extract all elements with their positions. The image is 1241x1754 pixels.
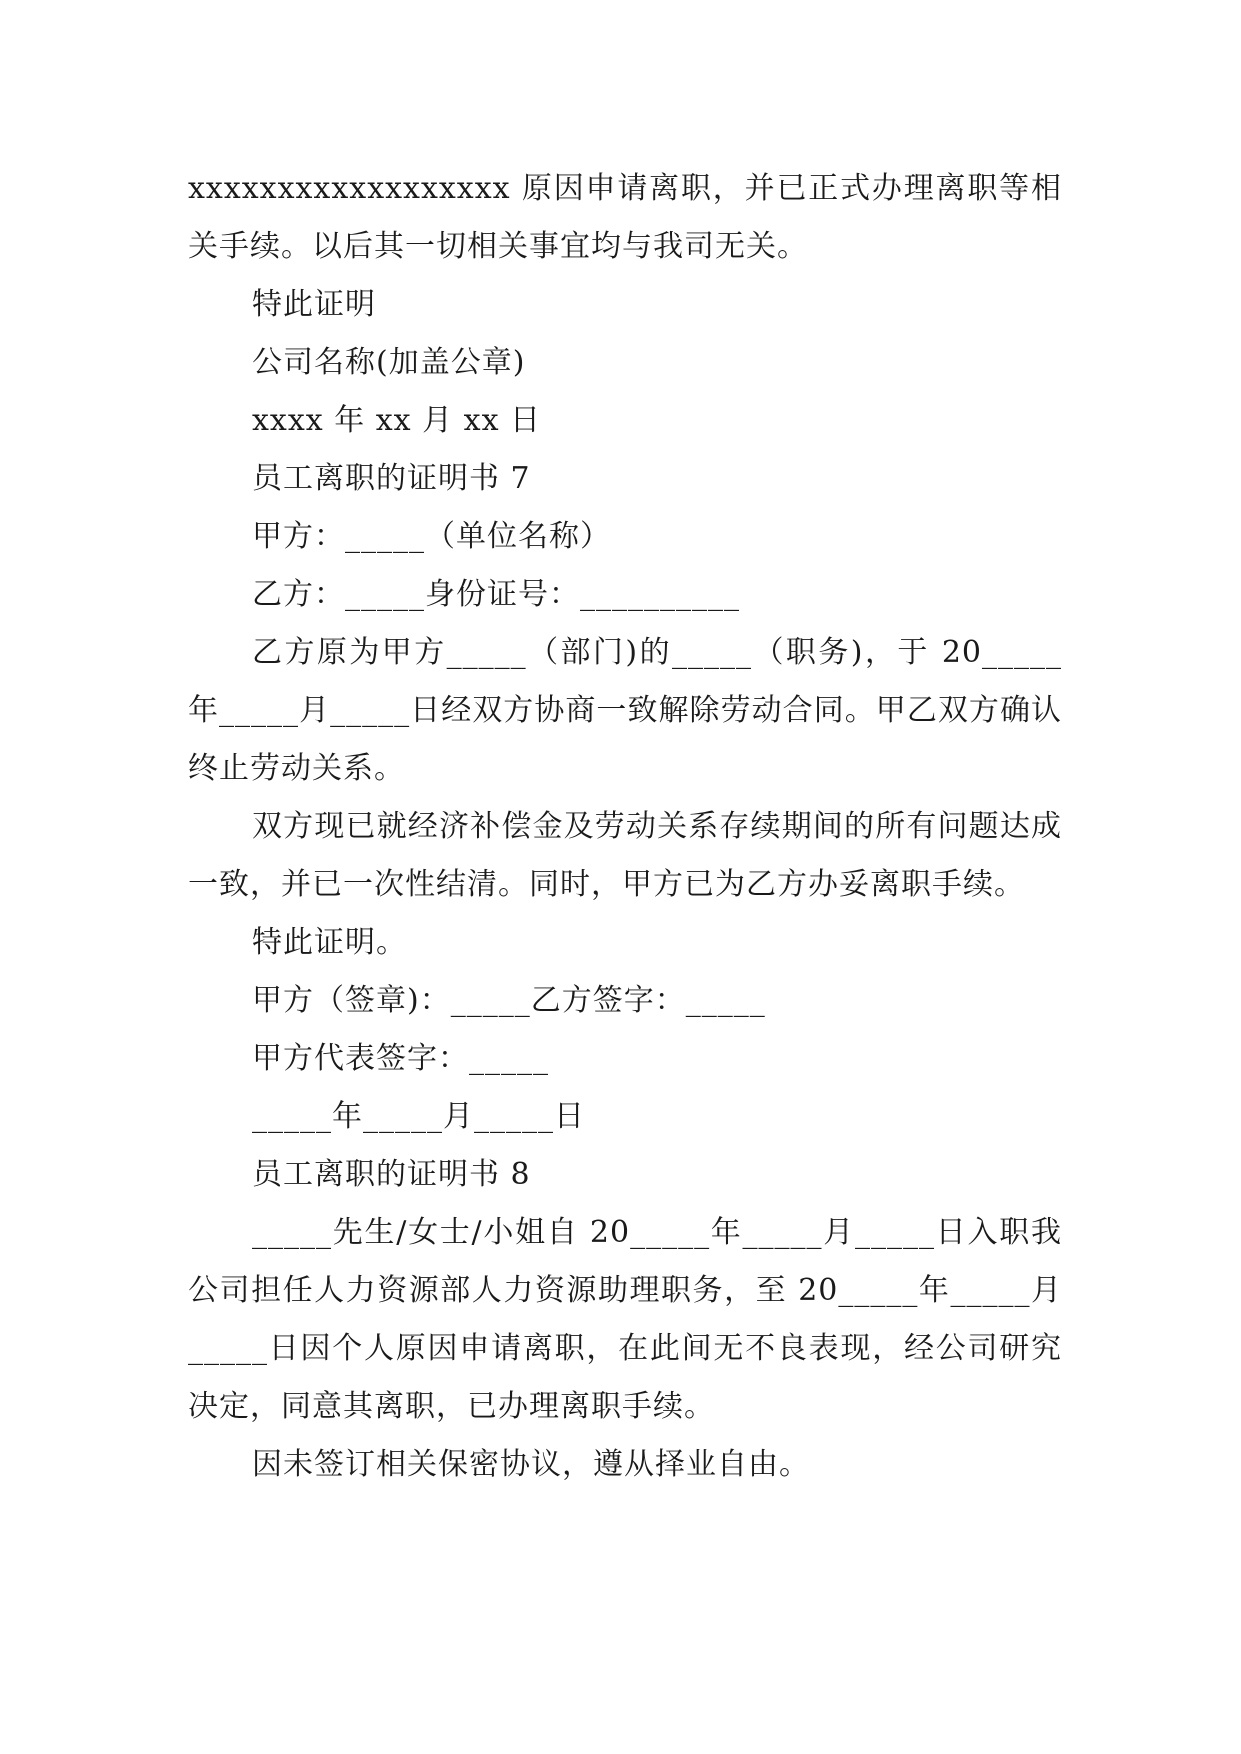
paragraph-date: xxxx 年 xx 月 xx 日 [252, 403, 542, 438]
paragraph-party-a: 甲方：_____（单位名称） [252, 519, 611, 554]
paragraph-signatures: 甲方（签章)：_____乙方签字：_____ [252, 983, 766, 1018]
document-body [188, 160, 1062, 1494]
paragraph-confidentiality: 因未签订相关保密协议，遵从择业自由。 [252, 1447, 810, 1482]
paragraph-settlement: 双方现已就经济补偿金及劳动关系存续期间的所有问题达成一致，并已一次性结清。同时，甲方已为乙方办妥离职手续。 [188, 809, 1062, 902]
section-heading-7: 员工离职的证明书 7 [252, 461, 531, 496]
paragraph-certify: 特此证明 [252, 287, 376, 322]
paragraph-party-b: 乙方：_____身份证号：__________ [252, 577, 740, 612]
paragraph-employment-record: _____先生/女士/小姐自 20_____年_____月_____日入职我公司担任人力资源部人力资源助理职务，至 20_____年_____月_____日因个人原因申请离职，在此间无不良表现，经公司研究决定，同意其离职，已办理离职手续。 [188, 1215, 1062, 1424]
paragraph-date-2: _____年_____月_____日 [252, 1099, 585, 1134]
paragraph-continuation: xxxxxxxxxxxxxxxxxx 原因申请离职，并已正式办理离职等相关手续。以后其一切相关事宜均与我司无关。 [188, 171, 1062, 264]
section-heading-8: 员工离职的证明书 8 [252, 1157, 531, 1192]
paragraph-termination: 乙方原为甲方_____（部门)的_____（职务)，于 20_____年_____月_____日经双方协商一致解除劳动合同。甲乙双方确认终止劳动关系。 [188, 635, 1062, 786]
paragraph-company-name: 公司名称(加盖公章) [252, 345, 526, 380]
paragraph-representative: 甲方代表签字：_____ [252, 1041, 549, 1076]
paragraph-certify-2: 特此证明。 [252, 925, 407, 960]
